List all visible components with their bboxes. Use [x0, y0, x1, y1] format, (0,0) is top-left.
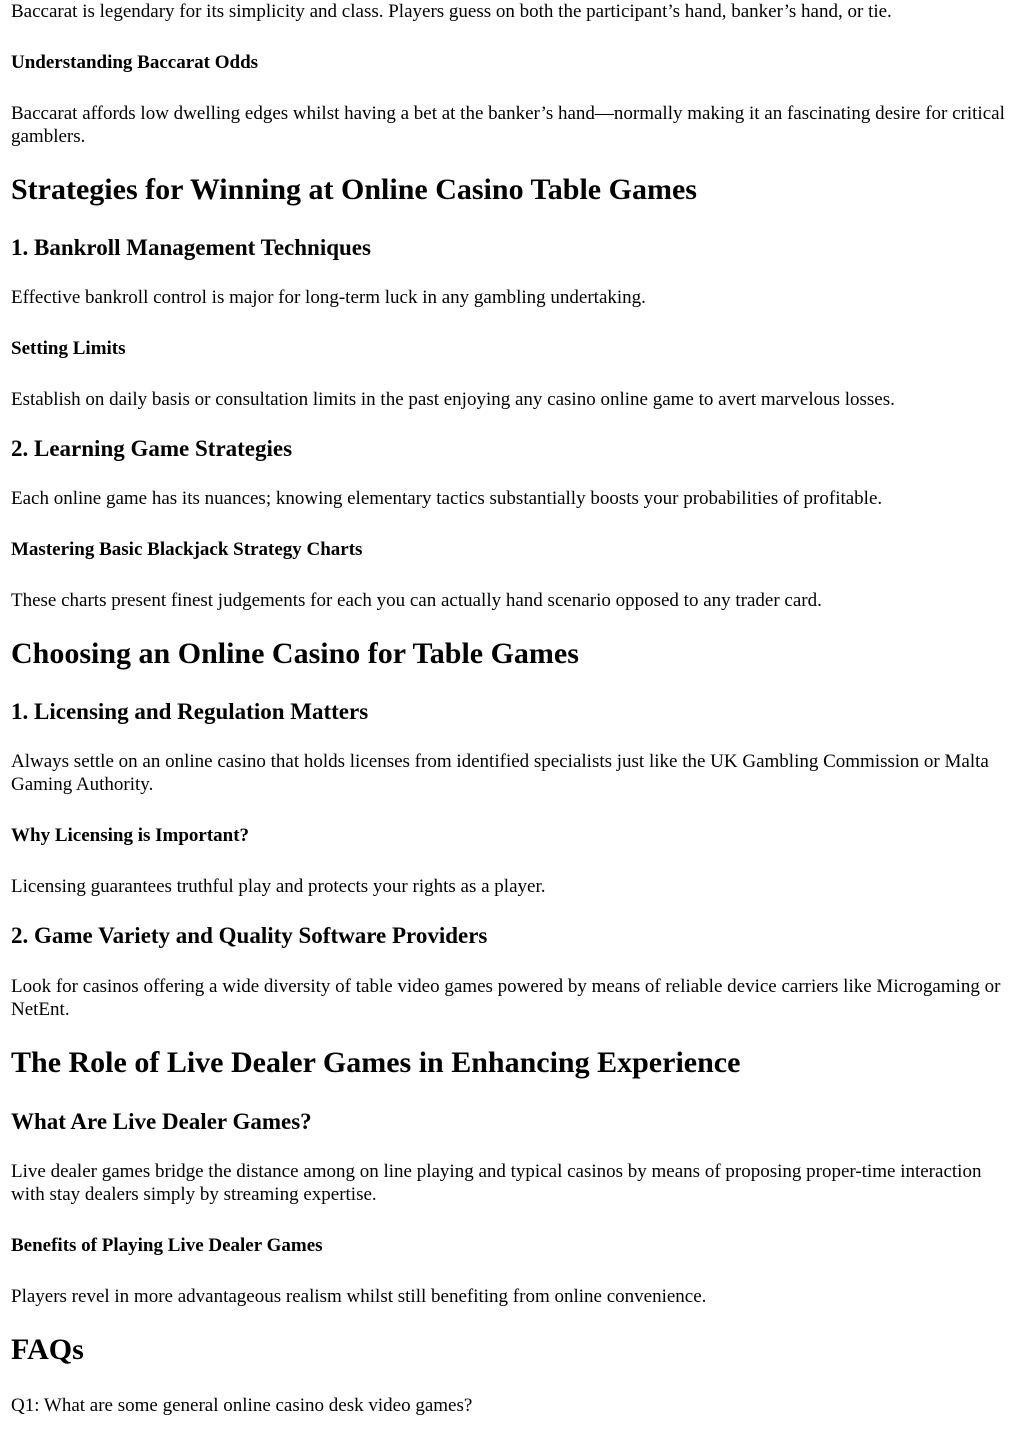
intro-paragraph: Baccarat is legendary for its simplicity and class. Players guess on both the participant’s hand, banker’s hand, or tie.	[11, 1, 892, 22]
live-dealer-heading: The Role of Live Dealer Games in Enhancing Experience	[11, 1046, 741, 1079]
variety-heading: 2. Game Variety and Quality Software Providers	[11, 923, 488, 948]
learning-paragraph: Each online game has its nuances; knowing elementary tactics substantially boosts your probabilities of profitable.	[11, 488, 883, 509]
choosing-heading: Choosing an Online Casino for Table Games	[11, 637, 579, 670]
licensing-paragraph: Always settle on an online casino that holds licenses from identified specialists just like the UK Gambling Commission or Malta Gaming Authority.	[11, 751, 989, 795]
benefits-heading: Benefits of Playing Live Dealer Games	[11, 1235, 323, 1256]
setting-limits-heading: Setting Limits	[11, 338, 126, 359]
faq-question-1: Q1: What are some general online casino desk video games?	[11, 1395, 473, 1416]
variety-paragraph: Look for casinos offering a wide diversity of table video games powered by means of reliable device carriers like Microgaming or NetEnt.	[11, 976, 1001, 1020]
why-licensing-paragraph: Licensing guarantees truthful play and protects your rights as a player.	[11, 876, 546, 897]
faqs-heading: FAQs	[11, 1333, 84, 1366]
learning-heading: 2. Learning Game Strategies	[11, 436, 293, 461]
benefits-paragraph: Players revel in more advantageous realism whilst still benefiting from online convenience.	[11, 1286, 707, 1307]
bankroll-paragraph: Effective bankroll control is major for long-term luck in any gambling undertaking.	[11, 287, 646, 308]
understanding-odds-heading: Understanding Baccarat Odds	[11, 52, 259, 73]
strategies-heading: Strategies for Winning at Online Casino Table Games	[11, 173, 697, 206]
bankroll-heading: 1. Bankroll Management Techniques	[11, 235, 371, 260]
setting-limits-paragraph: Establish on daily basis or consultation limits in the past enjoying any casino online game to avert marvelous losses.	[11, 389, 895, 410]
why-licensing-heading: Why Licensing is Important?	[11, 825, 250, 846]
what-live-paragraph: Live dealer games bridge the distance among on line playing and typical casinos by means of proposing proper-time interaction with stay dealers simply by streaming expertise.	[11, 1161, 982, 1205]
what-live-heading: What Are Live Dealer Games?	[11, 1109, 312, 1134]
blackjack-charts-paragraph: These charts present finest judgements for each you can actually hand scenario opposed to any trader card.	[11, 590, 822, 611]
understanding-odds-paragraph: Baccarat affords low dwelling edges whilst having a bet at the banker’s hand—normally making it an fascinating desire for critical gamblers.	[11, 103, 1005, 147]
licensing-heading: 1. Licensing and Regulation Matters	[11, 699, 369, 724]
blackjack-charts-heading: Mastering Basic Blackjack Strategy Charts	[11, 539, 363, 560]
